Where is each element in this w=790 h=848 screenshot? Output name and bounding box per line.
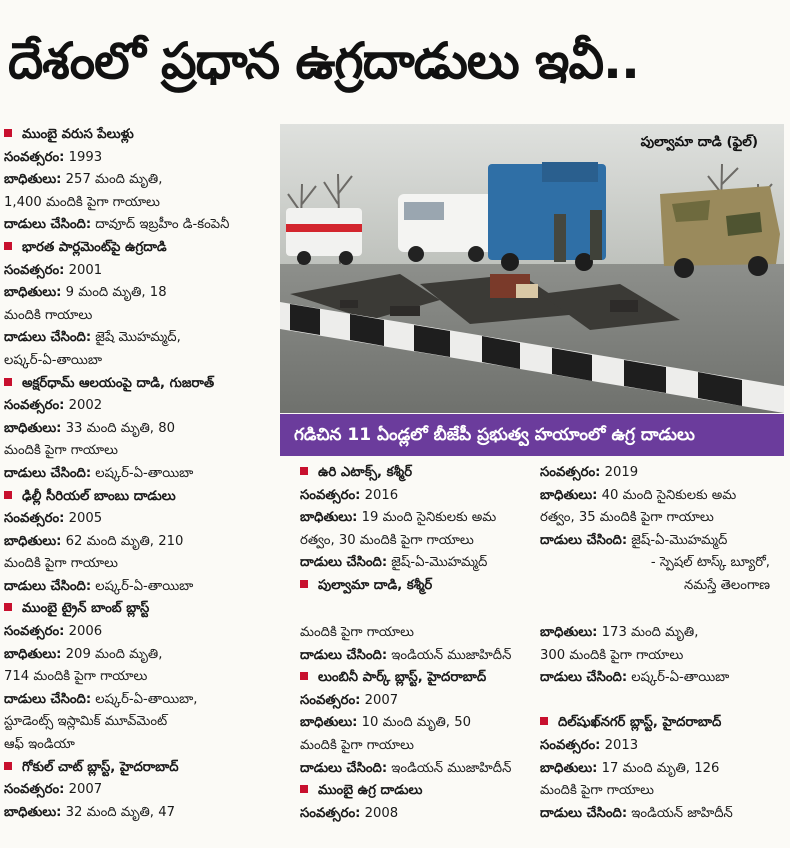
byline-publication: నమస్తే తెలంగాణ — [684, 577, 770, 593]
entry-attackers: దాడులు చేసింది: లష్కర్-ఏ-తాయిబా — [4, 578, 194, 594]
entry-attackers: దాడులు చేసింది: లష్కర్-ఏ-తాయిబా, — [4, 691, 198, 707]
entry-victims: బాధితులు: 9 మంది మృతి, 18 — [4, 285, 167, 301]
entry-victims: బాధితులు: 33 మంది మృతి, 80 — [4, 420, 175, 436]
entry-attackers: దాడులు చేసింది: లష్కర్-ఏ-తాయిబా — [540, 670, 730, 686]
photo-caption: పుల్వామా దాడి (ఫైల్) — [640, 134, 758, 150]
entry-year: సంవత్సరం: 2007 — [4, 782, 103, 798]
pulwama-photo-image — [280, 124, 784, 413]
entry-victims: బాధితులు: 19 మంది సైనికులకు అమ — [300, 510, 497, 526]
bullet-icon — [300, 580, 308, 588]
entry-attackers: దాడులు చేసింది: లష్కర్-ఏ-తాయిబా — [4, 465, 194, 481]
entry-title: గోకుల్ చాట్ బ్లాస్ట్, హైదరాబాద్ — [4, 757, 276, 780]
entry-title: ముంబై ఉగ్ర దాడులు — [300, 780, 536, 803]
bullet-icon — [300, 785, 308, 793]
entry-victims: బాధితులు: 40 మంది సైనికులకు అమ — [540, 487, 737, 503]
entry-year: సంవత్సరం: 1993 — [4, 149, 103, 165]
headline: దేశంలో ప్రధాన ఉగ్రదాడులు ఇవీ.. — [8, 32, 640, 90]
entry-attackers: దాడులు చేసింది: ఇండియన్ ముజాహిదీన్ — [300, 647, 512, 663]
entry-victims-cont: 300 మందికి పైగా గాయాలు — [540, 647, 684, 663]
entry-victims-cont: మందికి పైగా గాయాలు — [540, 783, 654, 799]
entry-victims-cont: మందికి పైగా గాయాలు — [4, 443, 118, 459]
bullet-icon — [4, 378, 12, 386]
bottom-middle-column — [300, 622, 536, 825]
entry-year: సంవత్సరం: 2008 — [300, 805, 399, 821]
left-column — [4, 124, 276, 824]
entry-attackers-cont: లష్కర్-ఏ-తాయిబా — [4, 352, 102, 368]
entry-victims: బాధితులు: 257 మంది మృతి, — [4, 172, 163, 188]
entry-victims-cont: 1,400 మందికి పైగా గాయాలు — [4, 194, 160, 210]
recent-left-column — [300, 462, 536, 598]
bottom-right-column — [540, 622, 784, 825]
entry-victims-cont: మందికి పైగా గాయాలు — [4, 556, 118, 572]
bullet-icon — [4, 762, 12, 770]
entry-attackers-cont: ఆఫ్ ఇండియా — [4, 737, 75, 753]
entry-title: ఉరి ఎటాక్స్, కశ్మీర్ — [300, 462, 536, 485]
bullet-icon — [300, 672, 308, 680]
entry-victims: బాధితులు: 10 మంది మృతి, 50 — [300, 715, 471, 731]
entry-victims-cont: మందికి పైగా గాయాలు — [300, 737, 414, 753]
bullet-icon — [4, 129, 12, 137]
entry-year: సంవత్సరం: 2001 — [4, 262, 103, 278]
entry-attackers: దాడులు చేసింది: జైషే మొహమ్మద్, — [4, 330, 181, 346]
entry-year: సంవత్సరం: 2016 — [300, 487, 399, 503]
entry-title: లుంబినీ పార్క్ బ్లాస్ట్, హైదరాబాద్ — [300, 667, 536, 690]
entry-year: సంవత్సరం: 2005 — [4, 511, 103, 527]
entry-victims-cont: రత్వం, 30 మందికి పైగా గాయాలు — [300, 532, 474, 548]
entry-victims: బాధితులు: 17 మంది మృతి, 126 — [540, 760, 720, 776]
entry-year: సంవత్సరం: 2019 — [540, 465, 639, 480]
bullet-icon — [4, 491, 12, 499]
entry-victims-cont: రత్వం, 35 మందికి పైగా గాయాలు — [540, 510, 714, 526]
entry-victims: బాధితులు: 173 మంది మృతి, — [540, 625, 699, 640]
bullet-icon — [4, 603, 12, 611]
entry-year: సంవత్సరం: 2013 — [540, 737, 639, 753]
entry-victims: బాధితులు: 32 మంది మృతి, 47 — [4, 804, 175, 820]
recent-right-column — [540, 462, 784, 598]
entry-year: సంవత్సరం: 2007 — [300, 692, 399, 708]
bullet-icon — [540, 717, 548, 725]
entry-victims: బాధితులు: 209 మంది మృతి, — [4, 646, 163, 662]
spacer — [540, 690, 784, 713]
entry-title: ముంబై వరుస పేలుళ్లు — [4, 124, 276, 147]
entry-title: పుల్వామా దాడి, కశ్మీర్ — [300, 575, 536, 598]
entry-victims-cont: 714 మందికి పైగా గాయాలు — [4, 669, 148, 685]
entry-attackers: దాడులు చేసింది: దావూద్ ఇబ్రహీం డి-కంపెనీ — [4, 217, 230, 233]
entry-title: భారత పార్లమెంట్‌పై ఉగ్రదాడి — [4, 237, 276, 260]
entry-title: ముంబై ట్రైన్ బాంబ్ బ్లాస్ట్ — [4, 598, 276, 621]
entry-year: సంవత్సరం: 2006 — [4, 624, 103, 640]
entry-victims: బాధితులు: 62 మంది మృతి, 210 — [4, 533, 184, 549]
entry-attackers: దాడులు చేసింది: ఇండియన్ జాహిదీన్ — [540, 805, 733, 821]
byline: - స్పెషల్ టాస్క్ బ్యూరో, — [650, 555, 770, 571]
entry-title: దిల్‌షుఖ్‌నగర్ బ్లాస్ట్, హైదరాబాద్ — [540, 712, 784, 735]
entry-attackers: దాడులు చేసింది: జైష్-ఏ-మొహమ్మద్ — [540, 532, 728, 548]
entry-victims-cont: మందికి గాయాలు — [4, 307, 93, 323]
section-banner: గడిచిన 11 ఏండ్లలో బీజేపీ ప్రభుత్వ హయాంలో ఉగ్ర దాడులు — [280, 414, 784, 456]
entry-attackers: దాడులు చేసింది: ఇండియన్ ముజాహిదీన్ — [300, 760, 512, 776]
pulwama-photo — [280, 124, 784, 413]
entry-title: ఢిల్లీ సీరియల్ బాంబు దాడులు — [4, 486, 276, 509]
entry-victims-cont: మందికి పైగా గాయాలు — [300, 625, 414, 640]
entry-attackers-cont: స్టూడెంట్స్ ఇస్లామిక్ మూవ్‌మెంట్ — [4, 714, 168, 730]
entry-title: అక్షర్‌ధామ్ ఆలయంపై దాడి, గుజరాత్ — [4, 373, 276, 396]
entry-year: సంవత్సరం: 2002 — [4, 398, 103, 414]
entry-attackers: దాడులు చేసింది: జైష్-ఏ-మొహమ్మద్ — [300, 555, 488, 571]
bullet-icon — [300, 467, 308, 475]
bullet-icon — [4, 242, 12, 250]
